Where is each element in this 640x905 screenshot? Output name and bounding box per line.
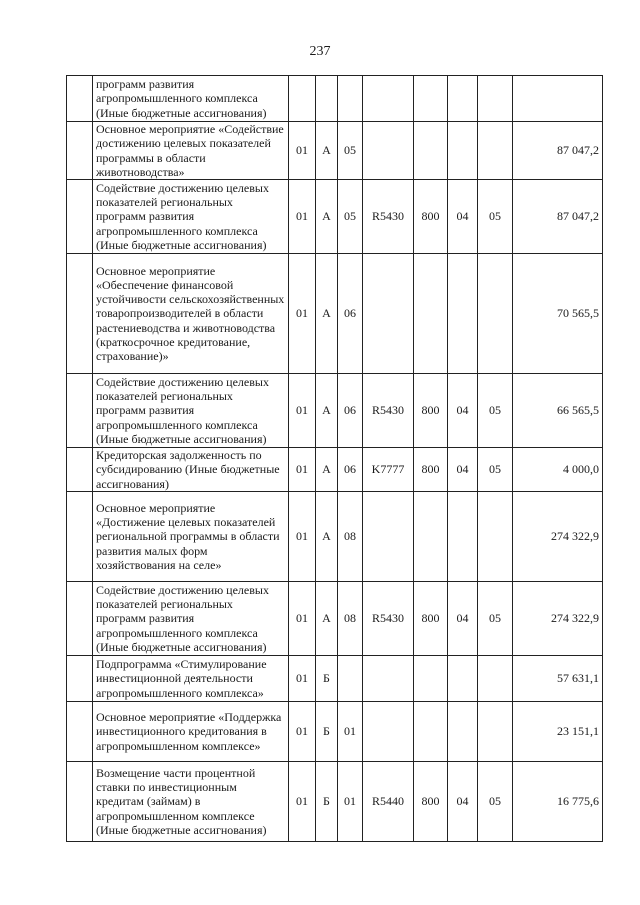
row-marker-cell <box>67 254 93 374</box>
code-1-cell: 01 <box>289 702 316 762</box>
code-2-cell: А <box>316 374 338 448</box>
item-name-cell: Подпрограмма «Стимулирование инвестиционной деятельности агропромышленного комплекса» <box>93 656 289 702</box>
code-2-cell: А <box>316 492 338 582</box>
amount-cell: 274 322,9 <box>513 492 603 582</box>
code-4-cell <box>363 122 414 180</box>
code-3-cell: 08 <box>338 582 363 656</box>
code-3-cell <box>338 656 363 702</box>
row-marker-cell <box>67 656 93 702</box>
expense-type-cell <box>414 76 448 122</box>
row-marker-cell <box>67 448 93 492</box>
code-2-cell: А <box>316 122 338 180</box>
row-marker-cell <box>67 122 93 180</box>
expense-type-cell: 800 <box>414 448 448 492</box>
item-name-cell: Содействие достижению целевых показателей региональных программ развития агропромышленного комплекса (Иные бюджетные ассигнования) <box>93 582 289 656</box>
subsection-cell: 05 <box>478 582 513 656</box>
code-1-cell: 01 <box>289 374 316 448</box>
section-cell <box>448 254 478 374</box>
item-name-cell: программ развития агропромышленного комплекса (Иные бюджетные ассигнования) <box>93 76 289 122</box>
amount-cell: 274 322,9 <box>513 582 603 656</box>
amount-cell: 23 151,1 <box>513 702 603 762</box>
code-1-cell <box>289 76 316 122</box>
code-4-cell <box>363 656 414 702</box>
item-name-cell: Основное мероприятие «Достижение целевых показателей региональной программы в области развития малых форм хозяйствования на селе» <box>93 492 289 582</box>
table-row <box>67 254 603 374</box>
amount-cell: 66 565,5 <box>513 374 603 448</box>
table-row <box>67 448 603 492</box>
table-row <box>67 76 603 122</box>
code-4-cell: K7777 <box>363 448 414 492</box>
code-2-cell: А <box>316 582 338 656</box>
amount-cell: 70 565,5 <box>513 254 603 374</box>
table-body <box>67 76 603 842</box>
expense-type-cell: 800 <box>414 762 448 842</box>
code-1-cell: 01 <box>289 180 316 254</box>
amount-cell: 4 000,0 <box>513 448 603 492</box>
section-cell: 04 <box>448 180 478 254</box>
code-3-cell: 08 <box>338 492 363 582</box>
code-1-cell: 01 <box>289 254 316 374</box>
expense-type-cell <box>414 702 448 762</box>
code-4-cell <box>363 492 414 582</box>
subsection-cell <box>478 76 513 122</box>
code-1-cell: 01 <box>289 582 316 656</box>
code-2-cell: Б <box>316 762 338 842</box>
code-4-cell: R5430 <box>363 180 414 254</box>
item-name-cell: Содействие достижению целевых показателей региональных программ развития агропромышленного комплекса (Иные бюджетные ассигнования) <box>93 374 289 448</box>
subsection-cell: 05 <box>478 762 513 842</box>
expense-type-cell: 800 <box>414 374 448 448</box>
table-row <box>67 492 603 582</box>
item-name-cell: Основное мероприятие «Содействие достижению целевых показателей программы в области животноводства» <box>93 122 289 180</box>
amount-cell: 57 631,1 <box>513 656 603 702</box>
expense-type-cell <box>414 254 448 374</box>
amount-cell: 16 775,6 <box>513 762 603 842</box>
table-row <box>67 122 603 180</box>
row-marker-cell <box>67 76 93 122</box>
code-2-cell: Б <box>316 702 338 762</box>
expense-type-cell <box>414 656 448 702</box>
code-4-cell: R5440 <box>363 762 414 842</box>
code-4-cell: R5430 <box>363 374 414 448</box>
page-number: 237 <box>309 44 331 59</box>
subsection-cell: 05 <box>478 448 513 492</box>
code-3-cell: 06 <box>338 448 363 492</box>
item-name-cell: Основное мероприятие «Поддержка инвестиционного кредитования в агропромышленном комплексе» <box>93 702 289 762</box>
table-row <box>67 762 603 842</box>
expense-type-cell: 800 <box>414 180 448 254</box>
section-cell: 04 <box>448 582 478 656</box>
code-4-cell <box>363 76 414 122</box>
table-row <box>67 180 603 254</box>
subsection-cell <box>478 254 513 374</box>
item-name-cell: Основное мероприятие «Обеспечение финансовой устойчивости сельскохозяйственных товаропроизводителей в области растениеводства и животноводства (краткосрочное кредитование, страхование)» <box>93 254 289 374</box>
code-3-cell: 01 <box>338 702 363 762</box>
amount-cell: 87 047,2 <box>513 180 603 254</box>
row-marker-cell <box>67 702 93 762</box>
code-1-cell: 01 <box>289 448 316 492</box>
subsection-cell <box>478 656 513 702</box>
row-marker-cell <box>67 374 93 448</box>
section-cell <box>448 492 478 582</box>
code-1-cell: 01 <box>289 656 316 702</box>
row-marker-cell <box>67 180 93 254</box>
section-cell <box>448 702 478 762</box>
code-3-cell: 05 <box>338 122 363 180</box>
expense-type-cell: 800 <box>414 582 448 656</box>
row-marker-cell <box>67 492 93 582</box>
budget-table <box>66 75 603 842</box>
table-row <box>67 374 603 448</box>
section-cell <box>448 76 478 122</box>
code-3-cell: 06 <box>338 374 363 448</box>
row-marker-cell <box>67 582 93 656</box>
section-cell: 04 <box>448 448 478 492</box>
row-marker-cell <box>67 762 93 842</box>
table-row <box>67 656 603 702</box>
section-cell: 04 <box>448 374 478 448</box>
code-1-cell: 01 <box>289 492 316 582</box>
code-3-cell: 06 <box>338 254 363 374</box>
item-name-cell: Кредиторская задолженность по субсидированию (Иные бюджетные ассигнования) <box>93 448 289 492</box>
subsection-cell <box>478 702 513 762</box>
code-4-cell <box>363 254 414 374</box>
section-cell <box>448 122 478 180</box>
code-1-cell: 01 <box>289 762 316 842</box>
code-1-cell: 01 <box>289 122 316 180</box>
code-2-cell: А <box>316 254 338 374</box>
item-name-cell: Содействие достижению целевых показателей региональных программ развития агропромышленного комплекса (Иные бюджетные ассигнования) <box>93 180 289 254</box>
amount-cell: 87 047,2 <box>513 122 603 180</box>
section-cell: 04 <box>448 762 478 842</box>
code-3-cell: 01 <box>338 762 363 842</box>
code-4-cell <box>363 702 414 762</box>
amount-cell <box>513 76 603 122</box>
subsection-cell: 05 <box>478 180 513 254</box>
code-2-cell: Б <box>316 656 338 702</box>
code-2-cell <box>316 76 338 122</box>
code-3-cell: 05 <box>338 180 363 254</box>
subsection-cell <box>478 122 513 180</box>
subsection-cell: 05 <box>478 374 513 448</box>
item-name-cell: Возмещение части процентной ставки по инвестиционным кредитам (займам) в агропромышленном комплексе (Иные бюджетные ассигнования) <box>93 762 289 842</box>
section-cell <box>448 656 478 702</box>
table-row <box>67 702 603 762</box>
code-3-cell <box>338 76 363 122</box>
code-2-cell: А <box>316 448 338 492</box>
code-4-cell: R5430 <box>363 582 414 656</box>
table-row <box>67 582 603 656</box>
expense-type-cell <box>414 122 448 180</box>
subsection-cell <box>478 492 513 582</box>
expense-type-cell <box>414 492 448 582</box>
code-2-cell: А <box>316 180 338 254</box>
